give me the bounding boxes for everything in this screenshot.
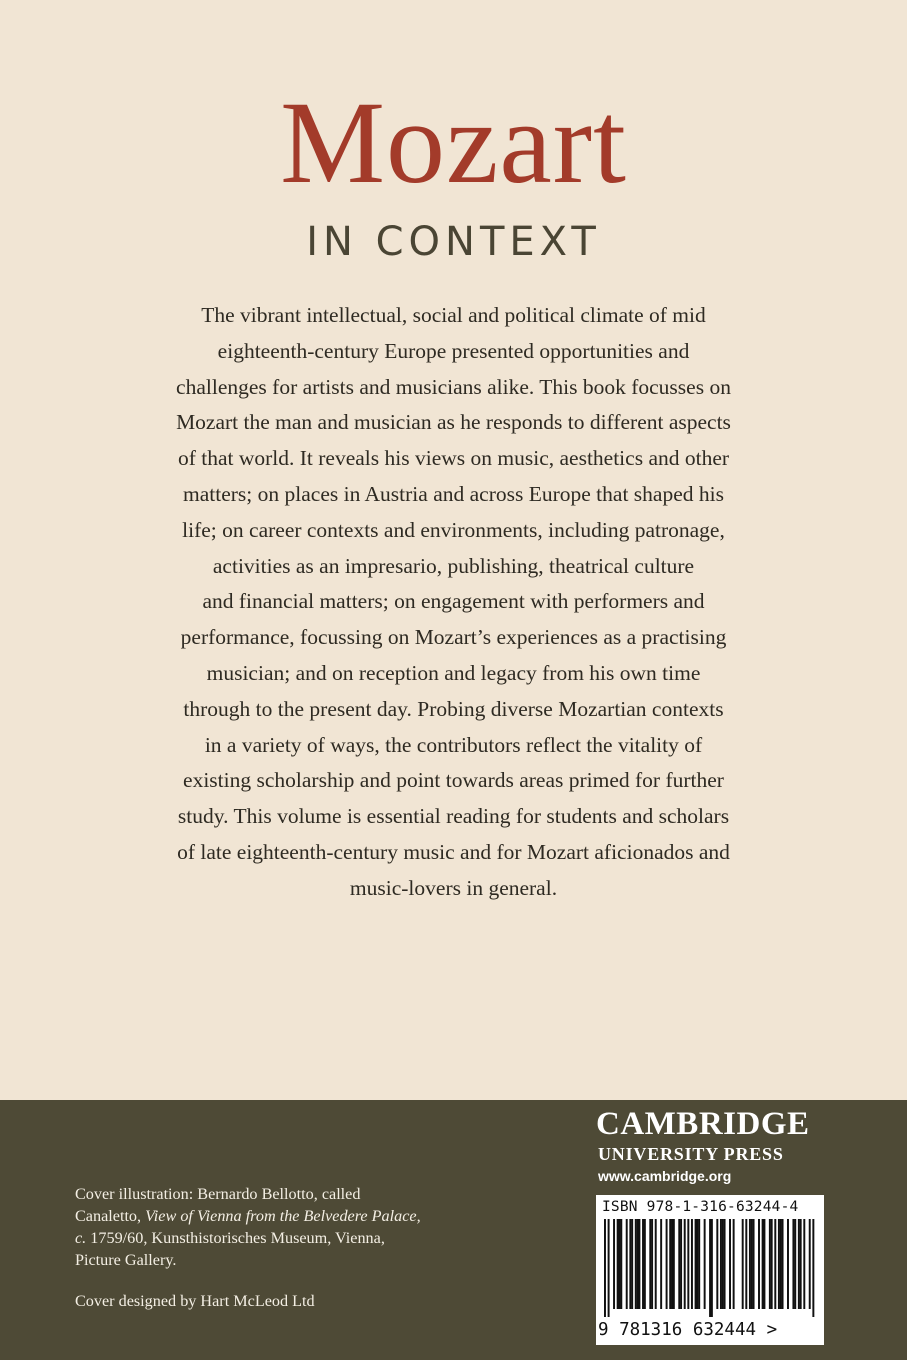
blurb-line: musician; and on reception and legacy from his own time (206, 660, 701, 685)
barcode-bar (642, 1219, 644, 1309)
barcode-bar (687, 1219, 689, 1309)
barcode-bar (620, 1219, 622, 1309)
barcode-bar (619, 1219, 621, 1309)
barcode-bar (762, 1219, 764, 1309)
barcode-bar (794, 1219, 796, 1309)
blurb-line: and financial matters; on engagement with performers and (202, 589, 705, 614)
barcode-bar (629, 1219, 631, 1309)
credit-line (75, 1227, 495, 1249)
barcode-bar (724, 1219, 726, 1309)
barcode-bar (704, 1219, 706, 1309)
barcode-bar (800, 1219, 802, 1309)
credit-line (75, 1205, 495, 1227)
barcode-bar (660, 1219, 662, 1309)
barcode-bar (787, 1219, 789, 1309)
barcode-bar (608, 1219, 610, 1317)
barcode-bar (782, 1219, 784, 1309)
barcode-bar (729, 1219, 731, 1309)
barcode-bar (758, 1219, 760, 1309)
barcode-bar (638, 1219, 640, 1309)
barcode-bar (769, 1219, 771, 1309)
barcode-bar (812, 1219, 814, 1317)
isbn-barcode (596, 1195, 824, 1345)
barcode-bar (709, 1219, 711, 1317)
barcode-bar (649, 1219, 651, 1309)
publisher-url: www.cambridge.org (598, 1168, 732, 1184)
barcode-bar (751, 1219, 753, 1309)
barcode-bar (613, 1219, 615, 1309)
barcode-bar (698, 1219, 700, 1309)
barcode-bar (771, 1219, 773, 1309)
barcode-bar (809, 1219, 811, 1309)
barcode-bar (696, 1219, 698, 1309)
barcode-bar (742, 1219, 744, 1309)
barcode-bar (763, 1219, 765, 1309)
barcode-bar (666, 1219, 668, 1309)
barcode-digits: 9 781316 632444 > (598, 1320, 778, 1340)
publisher-logo-name: CAMBRIDGE (596, 1106, 810, 1142)
barcode-bar (798, 1219, 800, 1309)
credit-text: 1759/60, Kunsthistorisches Museum, Vienna, (86, 1229, 385, 1247)
blurb-line: matters; on places in Austria and across Europe that shaped his (183, 481, 724, 506)
barcode-bar (684, 1219, 686, 1309)
barcode-bar (774, 1219, 776, 1309)
barcode-bar (720, 1219, 722, 1309)
blurb-line: in a variety of ways, the contributors reflect the vitality of (204, 732, 703, 757)
barcode-bar (733, 1219, 735, 1309)
isbn-label: ISBN 978-1-316-63244-4 (602, 1199, 799, 1215)
barcode-bar (722, 1219, 724, 1309)
cover-designer-credit: Cover designed by Hart McLeod Ltd (75, 1292, 315, 1310)
barcode-bar (711, 1219, 713, 1317)
blurb-line: of late eighteenth-century music and for Mozart aficionados and (177, 839, 730, 864)
credit-painting-title: View of Vienna from the Belvedere Palace, (145, 1207, 421, 1225)
blurb-line: eighteenth-century Europe presented opportunities and (217, 338, 690, 363)
book-subtitle: IN CONTEXT (306, 219, 601, 265)
barcode-bar (635, 1219, 637, 1309)
credit-line: Cover illustration: Bernardo Bellotto, called (75, 1185, 361, 1203)
barcode-bar (678, 1219, 680, 1309)
book-title: Mozart (280, 77, 627, 208)
barcode-bar (673, 1219, 675, 1309)
barcode-bar (631, 1219, 633, 1309)
blurb-line: Mozart the man and musician as he responds to different aspects (176, 410, 731, 435)
publisher-logo-sub: UNIVERSITY PRESS (598, 1144, 784, 1164)
blurb-line: challenges for artists and musicians alike. This book focusses on (176, 374, 731, 399)
barcode-bar (753, 1219, 755, 1309)
cover-bottom-band (0, 1100, 907, 1360)
credit-text: Canaletto, (75, 1207, 146, 1225)
barcode-bar (626, 1219, 628, 1309)
book-blurb (150, 298, 757, 907)
barcode-bar (617, 1219, 619, 1309)
barcode-bar (691, 1219, 693, 1309)
cover-illustration-credit (75, 1183, 495, 1271)
blurb-line: through to the present day. Probing diverse Mozartian contexts (183, 696, 724, 721)
credit-circa: c. (75, 1229, 87, 1247)
barcode-bar (695, 1219, 697, 1309)
barcode-bar (671, 1219, 673, 1309)
barcode-bar (644, 1219, 646, 1309)
barcode-bar (716, 1219, 718, 1309)
credit-line: Picture Gallery. (75, 1251, 177, 1269)
blurb-line: life; on career contexts and environments, including patronage, (182, 517, 725, 542)
blurb-line: activities as an impresario, publishing, theatrical culture (212, 553, 695, 578)
barcode-bar (655, 1219, 657, 1309)
barcode-bar (778, 1219, 780, 1309)
blurb-line: study. This volume is essential reading for students and scholars (177, 804, 730, 829)
barcode-bar (669, 1219, 671, 1309)
barcode-bar (680, 1219, 682, 1309)
barcode-bar (749, 1219, 751, 1309)
barcode-bar (604, 1219, 606, 1317)
blurb-line: existing scholarship and point towards areas primed for further (183, 768, 724, 793)
barcode-bar (803, 1219, 805, 1309)
barcode-bars (604, 1219, 816, 1317)
barcode-bar (792, 1219, 794, 1309)
barcode-bar (780, 1219, 782, 1309)
blurb-line: of that world. It reveals his views on music, aesthetics and other (177, 446, 730, 471)
barcode-bar (651, 1219, 653, 1309)
blurb-line: music-lovers in general. (349, 875, 558, 900)
barcode-bar (745, 1219, 747, 1309)
blurb-line: The vibrant intellectual, social and political climate of mid (201, 303, 706, 327)
blurb-line: performance, focussing on Mozart’s experiences as a practising (180, 625, 727, 650)
barcode-bar (637, 1219, 639, 1309)
